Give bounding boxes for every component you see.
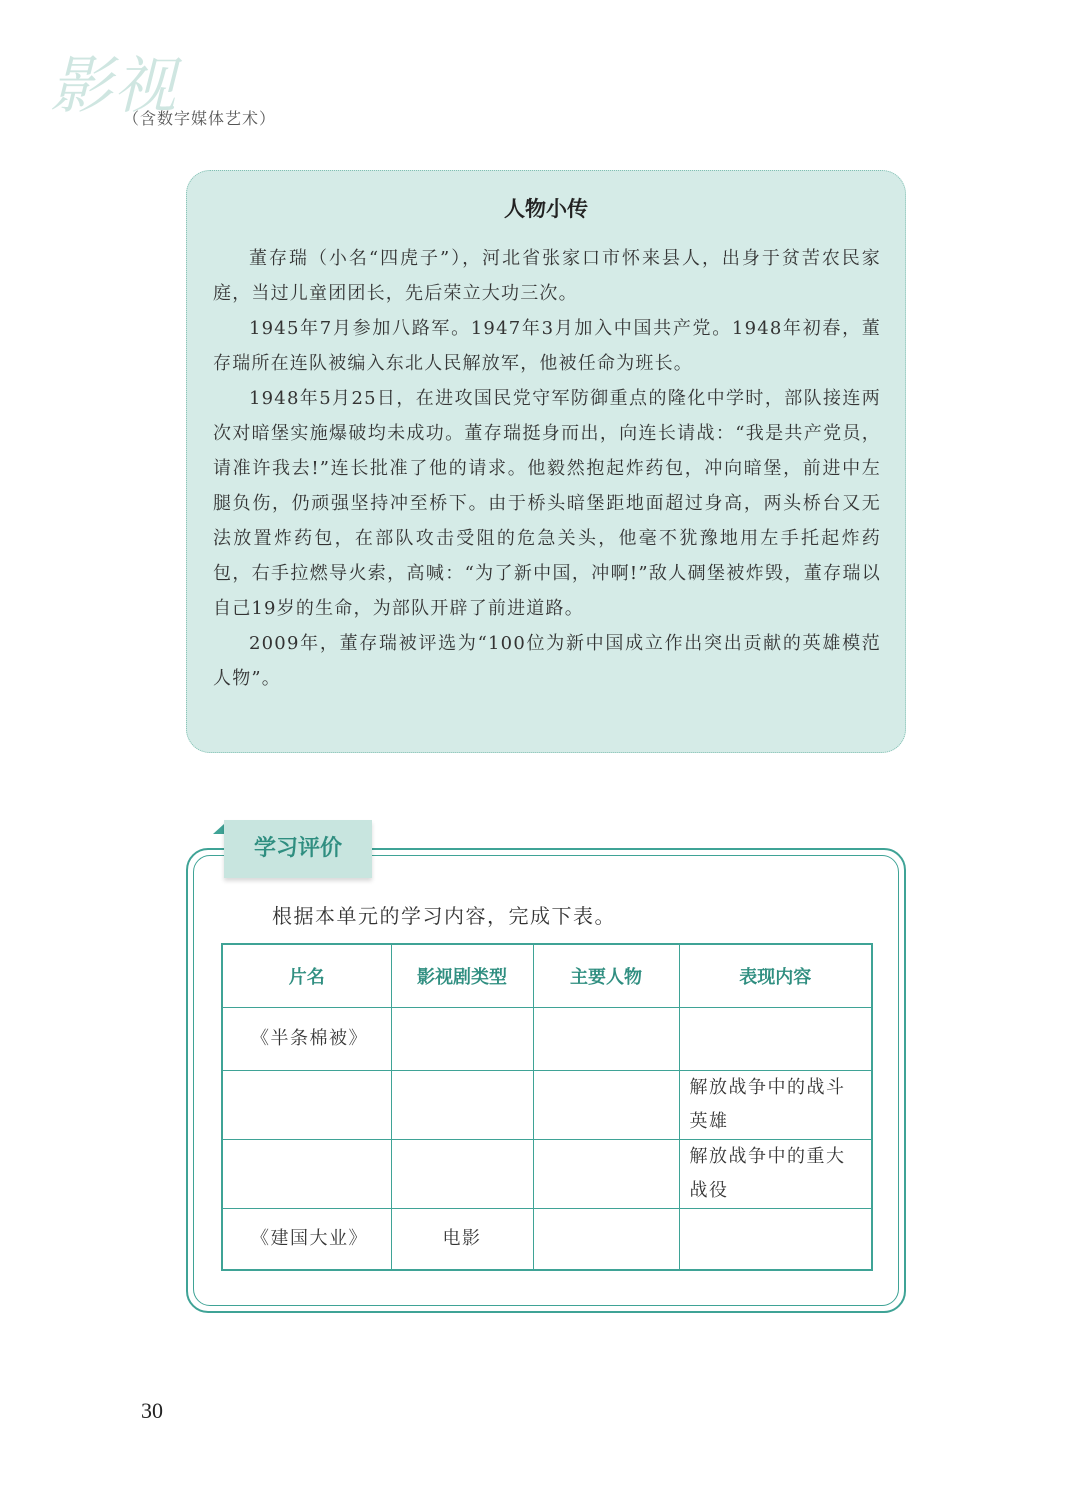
table-cell[interactable]	[391, 1070, 533, 1139]
table-cell[interactable]: 《半条棉被》	[222, 1007, 391, 1070]
biography-paragraph: 1945年7月参加八路军。1947年3月加入中国共产党。1948年初春，董存瑞所在连队被编入东北人民解放军，他被任命为班长。	[213, 318, 881, 374]
table-cell[interactable]: 解放战争中的重大战役	[679, 1139, 872, 1208]
biography-title: 人物小传	[504, 197, 588, 221]
biography-paragraph: 2009年，董存瑞被评选为“100位为新中国成立作出突出贡献的英雄模范人物”。	[213, 633, 881, 689]
table-cell[interactable]	[679, 1007, 872, 1070]
table-cell[interactable]	[391, 1139, 533, 1208]
column-header-content: 表现内容	[679, 944, 872, 1007]
table-cell[interactable]	[533, 1139, 679, 1208]
brand-logo: 影视	[50, 49, 179, 122]
table-cell[interactable]	[222, 1139, 391, 1208]
brand-subtitle: （含数字媒体艺术）	[123, 109, 277, 128]
biography-paragraph: 董存瑞（小名“四虎子”），河北省张家口市怀来县人，出身于贫苦农民家庭，当过儿童团团长，先后荣立大功三次。	[213, 248, 881, 304]
table-cell[interactable]	[679, 1208, 872, 1270]
biography-box	[186, 170, 906, 753]
table-cell[interactable]	[533, 1070, 679, 1139]
table-row	[222, 1208, 872, 1270]
evaluation-table	[221, 943, 873, 1271]
evaluation-instruction: 根据本单元的学习内容，完成下表。	[272, 904, 616, 928]
table-row	[222, 1070, 872, 1139]
column-header-title: 片名	[222, 944, 391, 1007]
column-header-genre: 影视剧类型	[391, 944, 533, 1007]
biography-paragraph: 1948年5月25日，在进攻国民党守军防御重点的隆化中学时，部队接连两次对暗堡实施爆破均未成功。董存瑞挺身而出，向连长请战：“我是共产党员，请准许我去!”连长批准了他的请求。他毅然抱起炸药包，冲向暗堡，前进中左腿负伤，仍顽强坚持冲至桥下。由于桥头暗堡距地面超过身高，两头桥台又无法放置炸药包，在部队攻击受阻的危急关头，他毫不犹豫地用左手托起炸药包，右手拉燃导火索，高喊：“为了新中国，冲啊!”敌人碉堡被炸毁，董存瑞以自己19岁的生命，为部队开辟了前进道路。	[213, 388, 881, 619]
header-brand	[48, 36, 288, 146]
table-row	[222, 1139, 872, 1208]
biography-text	[213, 241, 881, 696]
table-cell[interactable]	[533, 1007, 679, 1070]
evaluation-title: 学习评价	[253, 836, 342, 861]
table-cell[interactable]: 解放战争中的战斗英雄	[679, 1070, 872, 1139]
tab-fold-decoration	[213, 824, 224, 834]
table-cell[interactable]	[222, 1070, 391, 1139]
table-cell[interactable]: 《建国大业》	[222, 1208, 391, 1270]
table-row	[222, 1007, 872, 1070]
column-header-characters: 主要人物	[533, 944, 679, 1007]
table-header-row	[222, 944, 872, 1007]
table-cell[interactable]	[533, 1208, 679, 1270]
table-cell[interactable]: 电影	[391, 1208, 533, 1270]
table-cell[interactable]	[391, 1007, 533, 1070]
page-number: 30	[141, 1398, 163, 1423]
